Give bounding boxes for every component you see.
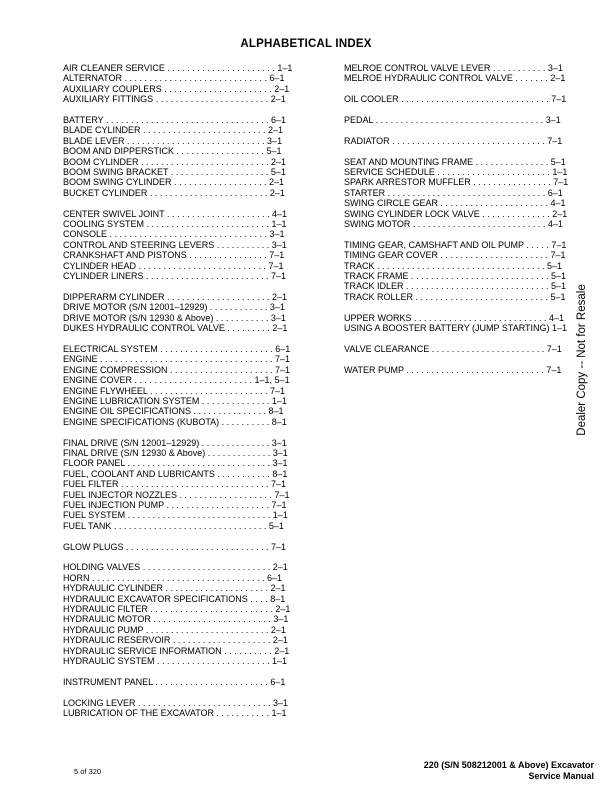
index-entry: CONTROL AND STEERING LEVERS . . . . . . . . . . . 3–1: [63, 239, 287, 250]
index-entry: FUEL TANK . . . . . . . . . . . . . . . . . . . . . . . . . . . . . . . 5–1: [63, 520, 284, 531]
index-entry: FUEL INJECTOR NOZZLES . . . . . . . . . . . . . . . . . . . 7–1: [63, 489, 290, 500]
page-title: ALPHABETICAL INDEX: [240, 38, 372, 50]
index-entry: HYDRAULIC SYSTEM . . . . . . . . . . . . . . . . . . . . . . . 1–1: [63, 656, 288, 667]
index-entry: FUEL INJECTION PUMP . . . . . . . . . . . . . . . . . . . . . 7–1: [63, 499, 287, 510]
index-entry: ENGINE OIL SPECIFICATIONS . . . . . . . . . . . . . . . 8–1: [63, 406, 284, 417]
index-gap: [63, 427, 317, 437]
index-entry: COOLING SYSTEM . . . . . . . . . . . . . . . . . . . . . . . . . 1–1: [63, 219, 287, 230]
index-entry: HORN . . . . . . . . . . . . . . . . . . . . . . . . . . . . . . . . . . . 6–1: [63, 572, 283, 583]
index-entry: HYDRAULIC MOTOR . . . . . . . . . . . . . . . . . . . . . . . . 3–1: [63, 614, 289, 625]
index-entry: INSTRUMENT PANEL . . . . . . . . . . . . . . . . . . . . . . . 6–1: [63, 676, 286, 687]
index-entry: SWING MOTOR . . . . . . . . . . . . . . . . . . . . . . . . . . . 4–1: [344, 219, 563, 230]
index-entry: OIL COOLER . . . . . . . . . . . . . . . . . . . . . . . . . . . . . . 7–1: [344, 94, 567, 105]
index-entry: FLOOR PANEL . . . . . . . . . . . . . . . . . . . . . . . . . . . . . 3–1: [63, 458, 288, 469]
index-entry: HYDRAULIC EXCAVATOR SPECIFICATIONS . . . . 8–1: [63, 593, 286, 604]
index-right-column: [344, 63, 590, 375]
index-entry: FUEL, COOLANT AND LUBRICANTS . . . . . . . . . . . 8–1: [63, 468, 288, 479]
index-entry: CRANKSHAFT AND PISTONS . . . . . . . . . . . . . . . . 7–1: [63, 250, 285, 261]
index-entry: FINAL DRIVE (S/N 12930 & Above) . . . . . . . . . . . . . 3–1: [63, 447, 288, 458]
index-entry: TIMING GEAR, CAMSHAFT AND OIL PUMP . . . . . 7–1: [344, 239, 567, 250]
index-entry: HYDRAULIC SERVICE INFORMATION . . . . . . . . . . 2–1: [63, 645, 290, 656]
index-gap: [344, 84, 590, 94]
index-entry: DIPPERARM CYLINDER . . . . . . . . . . . . . . . . . . . . . 2–1: [63, 291, 288, 302]
index-entry: FINAL DRIVE (S/N 12001–12929) . . . . . . . . . . . . . . 3–1: [63, 437, 287, 448]
index-entry: TRACK IDLER . . . . . . . . . . . . . . . . . . . . . . . . . . . . . 5–1: [344, 281, 567, 292]
index-entry: ENGINE COVER . . . . . . . . . . . . . . . . . . . . . . . . 1–1, 5–1: [63, 375, 290, 386]
index-gap: [344, 333, 590, 343]
index-entry: AUXILIARY FITTINGS . . . . . . . . . . . . . . . . . . . . . . . 2–1: [63, 94, 286, 105]
index-entry: BOOM SWING BRACKET . . . . . . . . . . . . . . . . . . . . 5–1: [63, 167, 286, 178]
index-gap: [63, 198, 317, 208]
index-entry: WATER PUMP . . . . . . . . . . . . . . . . . . . . . . . . . . . . 7–1: [344, 364, 562, 375]
index-entry: LOCKING LEVER . . . . . . . . . . . . . . . . . . . . . . . . . . . 3–1: [63, 697, 289, 708]
index-gap: [344, 125, 590, 135]
index-gap: [63, 552, 317, 562]
index-entry: ENGINE LUBRICATION SYSTEM . . . . . . . . . . . . . . 1–1: [63, 395, 287, 406]
index-entry: TRACK . . . . . . . . . . . . . . . . . . . . . . . . . . . . . . . . . . 5–1: [344, 260, 563, 271]
index-entry: ENGINE SPECIFICATIONS (KUBOTA) . . . . . . . . . . 8–1: [63, 416, 287, 427]
index-entry: BLADE CYLINDER . . . . . . . . . . . . . . . . . . . . . . . . . 2–1: [63, 125, 284, 136]
index-gap: [63, 687, 317, 697]
index-entry: BOOM CYLINDER . . . . . . . . . . . . . . . . . . . . . . . . . . 2–1: [63, 156, 287, 167]
index-entry: UPPER WORKS . . . . . . . . . . . . . . . . . . . . . . . . . . . 4–1: [344, 312, 565, 323]
index-entry: CONSOLE . . . . . . . . . . . . . . . . . . . . . . . . . . . . . . . . 3–1: [63, 229, 285, 240]
index-entry: HYDRAULIC RESERVOIR . . . . . . . . . . . . . . . . . . . . 2–1: [63, 635, 288, 646]
document-footer: [424, 760, 594, 782]
index-entry: BOOM SWING CYLINDER . . . . . . . . . . . . . . . . . . . 2–1: [63, 177, 285, 188]
index-entry: USING A BOOSTER BATTERY (JUMP STARTING) 1–1: [344, 323, 568, 334]
index-entry: GLOW PLUGS . . . . . . . . . . . . . . . . . . . . . . . . . . . . . 7–1: [63, 541, 287, 552]
index-entry: DRIVE MOTOR (S/N 12001–12929) . . . . . . . . . . . . 3–1: [63, 302, 285, 313]
index-entry: FUEL SYSTEM . . . . . . . . . . . . . . . . . . . . . . . . . . . . . 1–1: [63, 510, 288, 521]
index-entry: SWING CIRCLE GEAR . . . . . . . . . . . . . . . . . . . . . . 4–1: [344, 198, 566, 209]
index-gap: [344, 354, 590, 364]
index-entry: VALVE CLEARANCE . . . . . . . . . . . . . . . . . . . . . . . 7–1: [344, 343, 562, 354]
index-entry: CYLINDER LINERS . . . . . . . . . . . . . . . . . . . . . . . . . 7–1: [63, 271, 287, 282]
index-entry: ELECTRICAL SYSTEM . . . . . . . . . . . . . . . . . . . . . . . 6–1: [63, 343, 291, 354]
dealer-copy-watermark: Dealer Copy -- Not for Resale: [576, 284, 588, 436]
index-entry: SERVICE SCHEDULE . . . . . . . . . . . . . . . . . . . . . . . 1–1: [344, 167, 568, 177]
index-entry: SPARK ARRESTOR MUFFLER . . . . . . . . . . . . . . . . 7–1: [344, 177, 569, 188]
index-entry: SEAT AND MOUNTING FRAME . . . . . . . . . . . . . . . 5–1: [344, 156, 566, 167]
index-entry: ALTERNATOR . . . . . . . . . . . . . . . . . . . . . . . . . . . . . 6–1: [63, 73, 285, 84]
index-entry: HYDRAULIC PUMP . . . . . . . . . . . . . . . . . . . . . . . . . 2–1: [63, 624, 286, 635]
index-entry: CENTER SWIVEL JOINT . . . . . . . . . . . . . . . . . . . . . 4–1: [63, 208, 288, 219]
index-entry: TRACK ROLLER . . . . . . . . . . . . . . . . . . . . . . . . . . . 5–1: [344, 291, 566, 302]
index-entry: TRACK FRAME . . . . . . . . . . . . . . . . . . . . . . . . . . . . 5–1: [344, 271, 567, 282]
index-entry: BLADE LEVER . . . . . . . . . . . . . . . . . . . . . . . . . . . . 3–1: [63, 135, 283, 146]
index-gap: [63, 666, 317, 676]
index-entry: PEDAL . . . . . . . . . . . . . . . . . . . . . . . . . . . . . . . . . . 3–1: [344, 115, 561, 125]
index-entry: MELROE CONTROL VALVE LEVER . . . . . . . . . . . 3–1: [344, 63, 563, 73]
index-gap: [63, 334, 317, 344]
index-entry: SWING CYLINDER LOCK VALVE . . . . . . . . . . . . . . 2–1: [344, 208, 568, 219]
index-entry: BUCKET CYLINDER . . . . . . . . . . . . . . . . . . . . . . . . 2–1: [63, 187, 285, 198]
index-gap: [63, 105, 317, 115]
index-entry: BOOM AND DIPPERSTICK . . . . . . . . . . . . . . . . . . 5–1: [63, 146, 282, 157]
index-entry: ENGINE FLYWHEEL . . . . . . . . . . . . . . . . . . . . . . . . 7–1: [63, 385, 286, 396]
index-entry: AUXILIARY COUPLERS . . . . . . . . . . . . . . . . . . . . . . 2–1: [63, 83, 290, 94]
index-gap: [344, 146, 590, 156]
index-entry: AIR CLEANER SERVICE . . . . . . . . . . . . . . . . . . . . . . 1–1: [63, 63, 293, 73]
index-entry: TIMING GEAR COVER . . . . . . . . . . . . . . . . . . . . . . 7–1: [344, 250, 566, 261]
index-gap: [63, 282, 317, 292]
index-entry: FUEL FILTER . . . . . . . . . . . . . . . . . . . . . . . . . . . . . . 7–1: [63, 479, 287, 490]
index-entry: DRIVE MOTOR (S/N 12930 & Above) . . . . . . . . . . . 3–1: [63, 312, 286, 323]
index-gap: [63, 531, 317, 541]
index-entry: HYDRAULIC CYLINDER . . . . . . . . . . . . . . . . . . . . . 2–1: [63, 583, 286, 594]
index-entry: DUKES HYDRAULIC CONTROL VALVE . . . . . . . . . 2–1: [63, 323, 288, 334]
index-entry: HOLDING VALVES . . . . . . . . . . . . . . . . . . . . . . . . . . 2–1: [63, 562, 288, 573]
index-gap: [344, 105, 590, 115]
index-gap: [344, 302, 590, 312]
index-entry: CYLINDER HEAD . . . . . . . . . . . . . . . . . . . . . . . . . . 7–1: [63, 260, 284, 271]
index-entry: HYDRAULIC FILTER . . . . . . . . . . . . . . . . . . . . . . . . . 2–1: [63, 604, 291, 615]
footer-model-line: 220 (S/N 508212001 & Above) Excavator: [423, 760, 594, 770]
index-entry: ENGINE . . . . . . . . . . . . . . . . . . . . . . . . . . . . . . . . . . . 7–1: [63, 354, 291, 365]
index-entry: MELROE HYDRAULIC CONTROL VALVE . . . . . . . 2–1: [344, 73, 566, 84]
index-entry: RADIATOR . . . . . . . . . . . . . . . . . . . . . . . . . . . . . . . 7–1: [344, 135, 563, 146]
index-entry: BATTERY . . . . . . . . . . . . . . . . . . . . . . . . . . . . . . . . . 6–1: [63, 115, 287, 126]
page-number: 5 of 320: [74, 767, 102, 776]
index-entry: STARTER . . . . . . . . . . . . . . . . . . . . . . . . . . . . . . . . 6–1: [344, 187, 563, 198]
index-left-column: [63, 63, 317, 718]
footer-manual-line: Service Manual: [528, 771, 594, 781]
index-entry: LUBRICATION OF THE EXCAVATOR . . . . . . . . . . . 1–1: [63, 708, 287, 719]
index-gap: [344, 229, 590, 239]
index-entry: ENGINE COMPRESSION . . . . . . . . . . . . . . . . . . . . . 7–1: [63, 364, 291, 375]
